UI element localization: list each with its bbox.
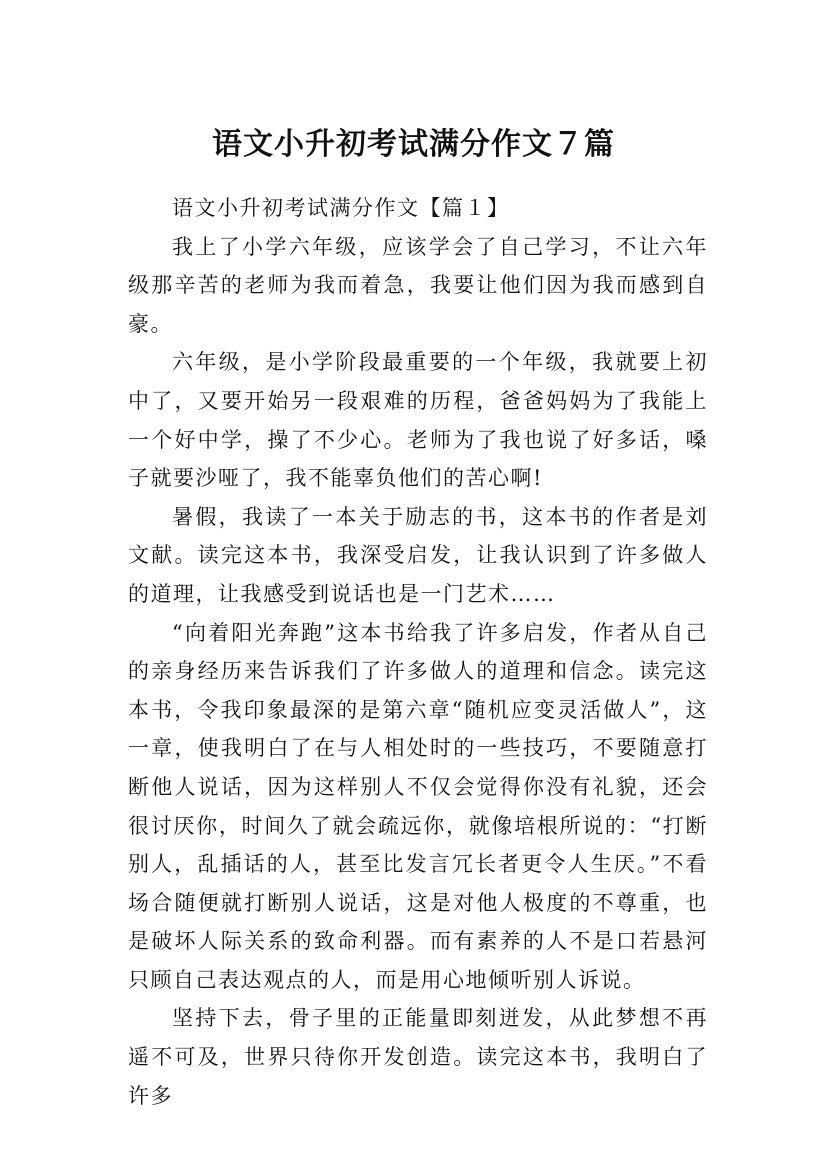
paragraph-3: 暑假，我读了一本关于励志的书，这本书的作者是刘文献。读完这本书，我深受启发，让我认识到了许多做人的道理，让我感受到说话也是一门艺术…… — [128, 504, 708, 606]
section-heading: 语文小升初考试满分作文【篇１】 — [172, 196, 510, 220]
paragraph-1: 我上了小学六年级，应该学会了自己学习，不让六年级那辛苦的老师为我而着急，我要让他们因为我而感到自豪。 — [128, 234, 708, 336]
paragraph-2: 六年级，是小学阶段最重要的一个年级，我就要上初中了，又要开始另一段艰难的历程，爸爸妈妈为了我能上一个好中学，操了不少心。老师为了我也说了好多话，嗓子就要沙哑了，我不能辜负他们的苦心啊! — [128, 350, 708, 491]
paragraph-5: 坚持下去，骨子里的正能量即刻迸发，从此梦想不再遥不可及，世界只待你开发创造。读完这本书，我明白了许多 — [128, 1006, 708, 1108]
document-title: 语文小升初考试满分作文７篇 — [212, 127, 615, 163]
paragraph-4: “向着阳光奔跑”这本书给我了许多启发，作者从自己的亲身经历来告诉我们了许多做人的道理和信念。读完这本书，令我印象最深的是第六章“随机应变灵活做人”，这一章，使我明白了在与人相处时的一些技巧，不要随意打断他人说话，因为这样别人不仅会觉得你没有礼貌，还会很讨厌你，时间久了就会疏远你，就像培根所说的：“打断别人，乱插话的人，甚至比发言冗长者更令人生厌。”不看场合随便就打断别人说话，这是对他人极度的不尊重，也是破坏人际关系的致命利器。而有素养的人不是口若悬河只顾自己表达观点的人，而是用心地倾听别人诉说。 — [128, 620, 708, 992]
document-body — [128, 189, 708, 1115]
